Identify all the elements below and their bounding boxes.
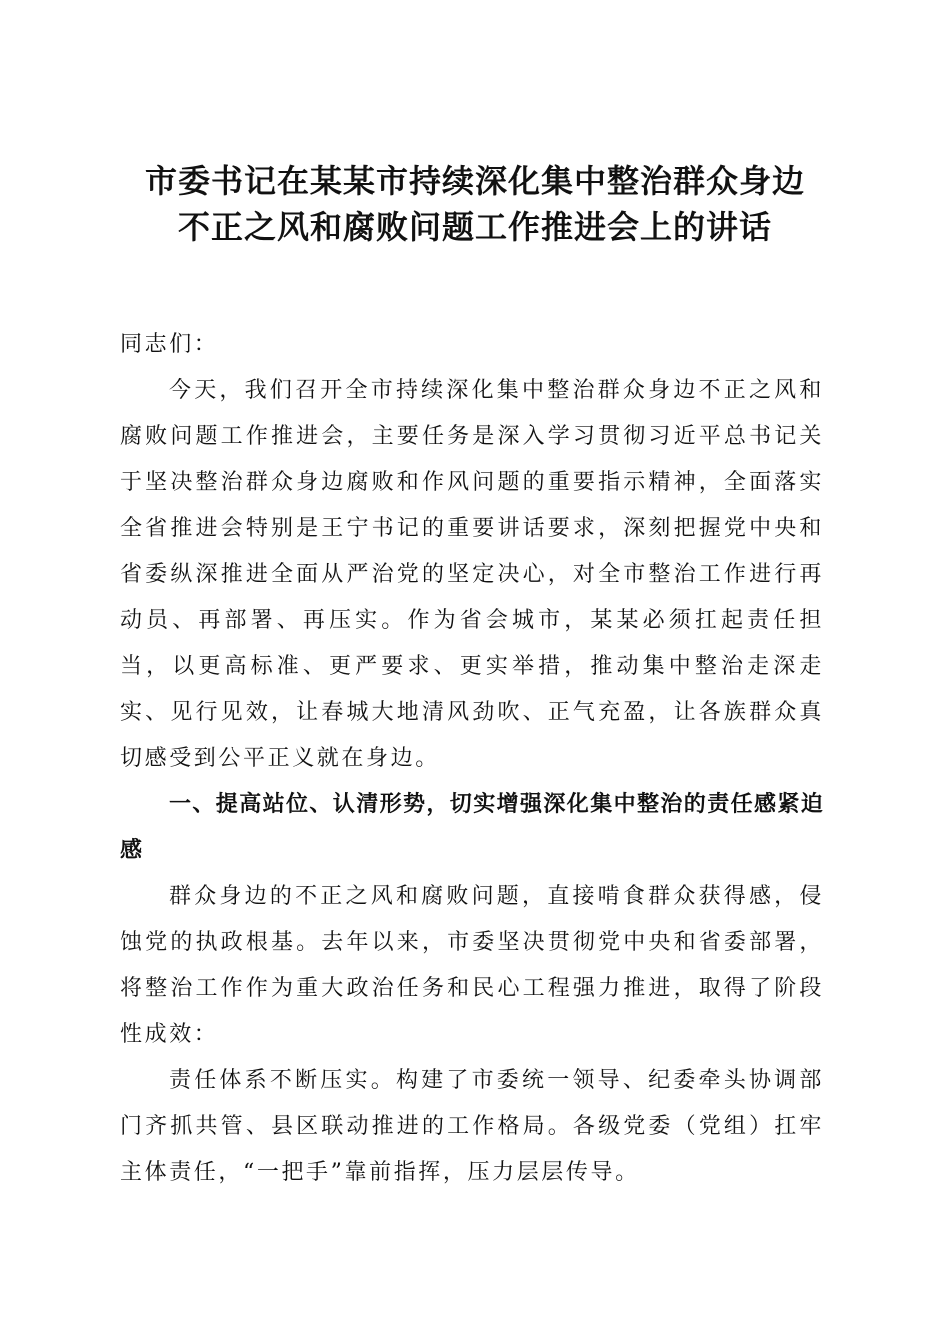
salutation: 同志们：	[120, 332, 219, 357]
paragraph-responsibility: 责任体系不断压实。构建了市委统一领导、纪委牵头协调部门齐抓共管、县区联动推进的工作格局。各级党委（党组）扛牢主体责任，“一把手”靠前指挥，压力层层传导。	[120, 1068, 824, 1185]
document-title-line-1: 市委书记在某某市持续深化集中整治群众身边	[144, 162, 805, 200]
section-heading-1: 一、提高站位、认清形势，切实增强深化集中整治的责任感紧迫感	[120, 792, 824, 863]
document-title-line-2: 不正之风和腐败问题工作推进会上的讲话	[177, 208, 772, 246]
paragraph-opening: 今天，我们召开全市持续深化集中整治群众身边不正之风和腐败问题工作推进会，主要任务是深入学习贯彻习近平总书记关于坚决整治群众身边腐败和作风问题的重要指示精神，全面落实全省推进会特别是王宁书记的重要讲话要求，深刻把握党中央和省委纵深推进全面从严治党的坚定决心，对全市整治工作进行再动员、再部署、再压实。作为省会城市，某某必须扛起责任担当，以更高标准、更严要求、更实举措，推动集中整治走深走实、见行见效，让春城大地清风劲吹、正气充盈，让各族群众真切感受到公平正义就在身边。	[120, 378, 824, 771]
paragraph-background: 群众身边的不正之风和腐败问题，直接啃食群众获得感，侵蚀党的执政根基。去年以来，市委坚决贯彻党中央和省委部署，将整治工作作为重大政治任务和民心工程强力推进，取得了阶段性成效：	[120, 884, 824, 1047]
document-body	[120, 322, 824, 1196]
